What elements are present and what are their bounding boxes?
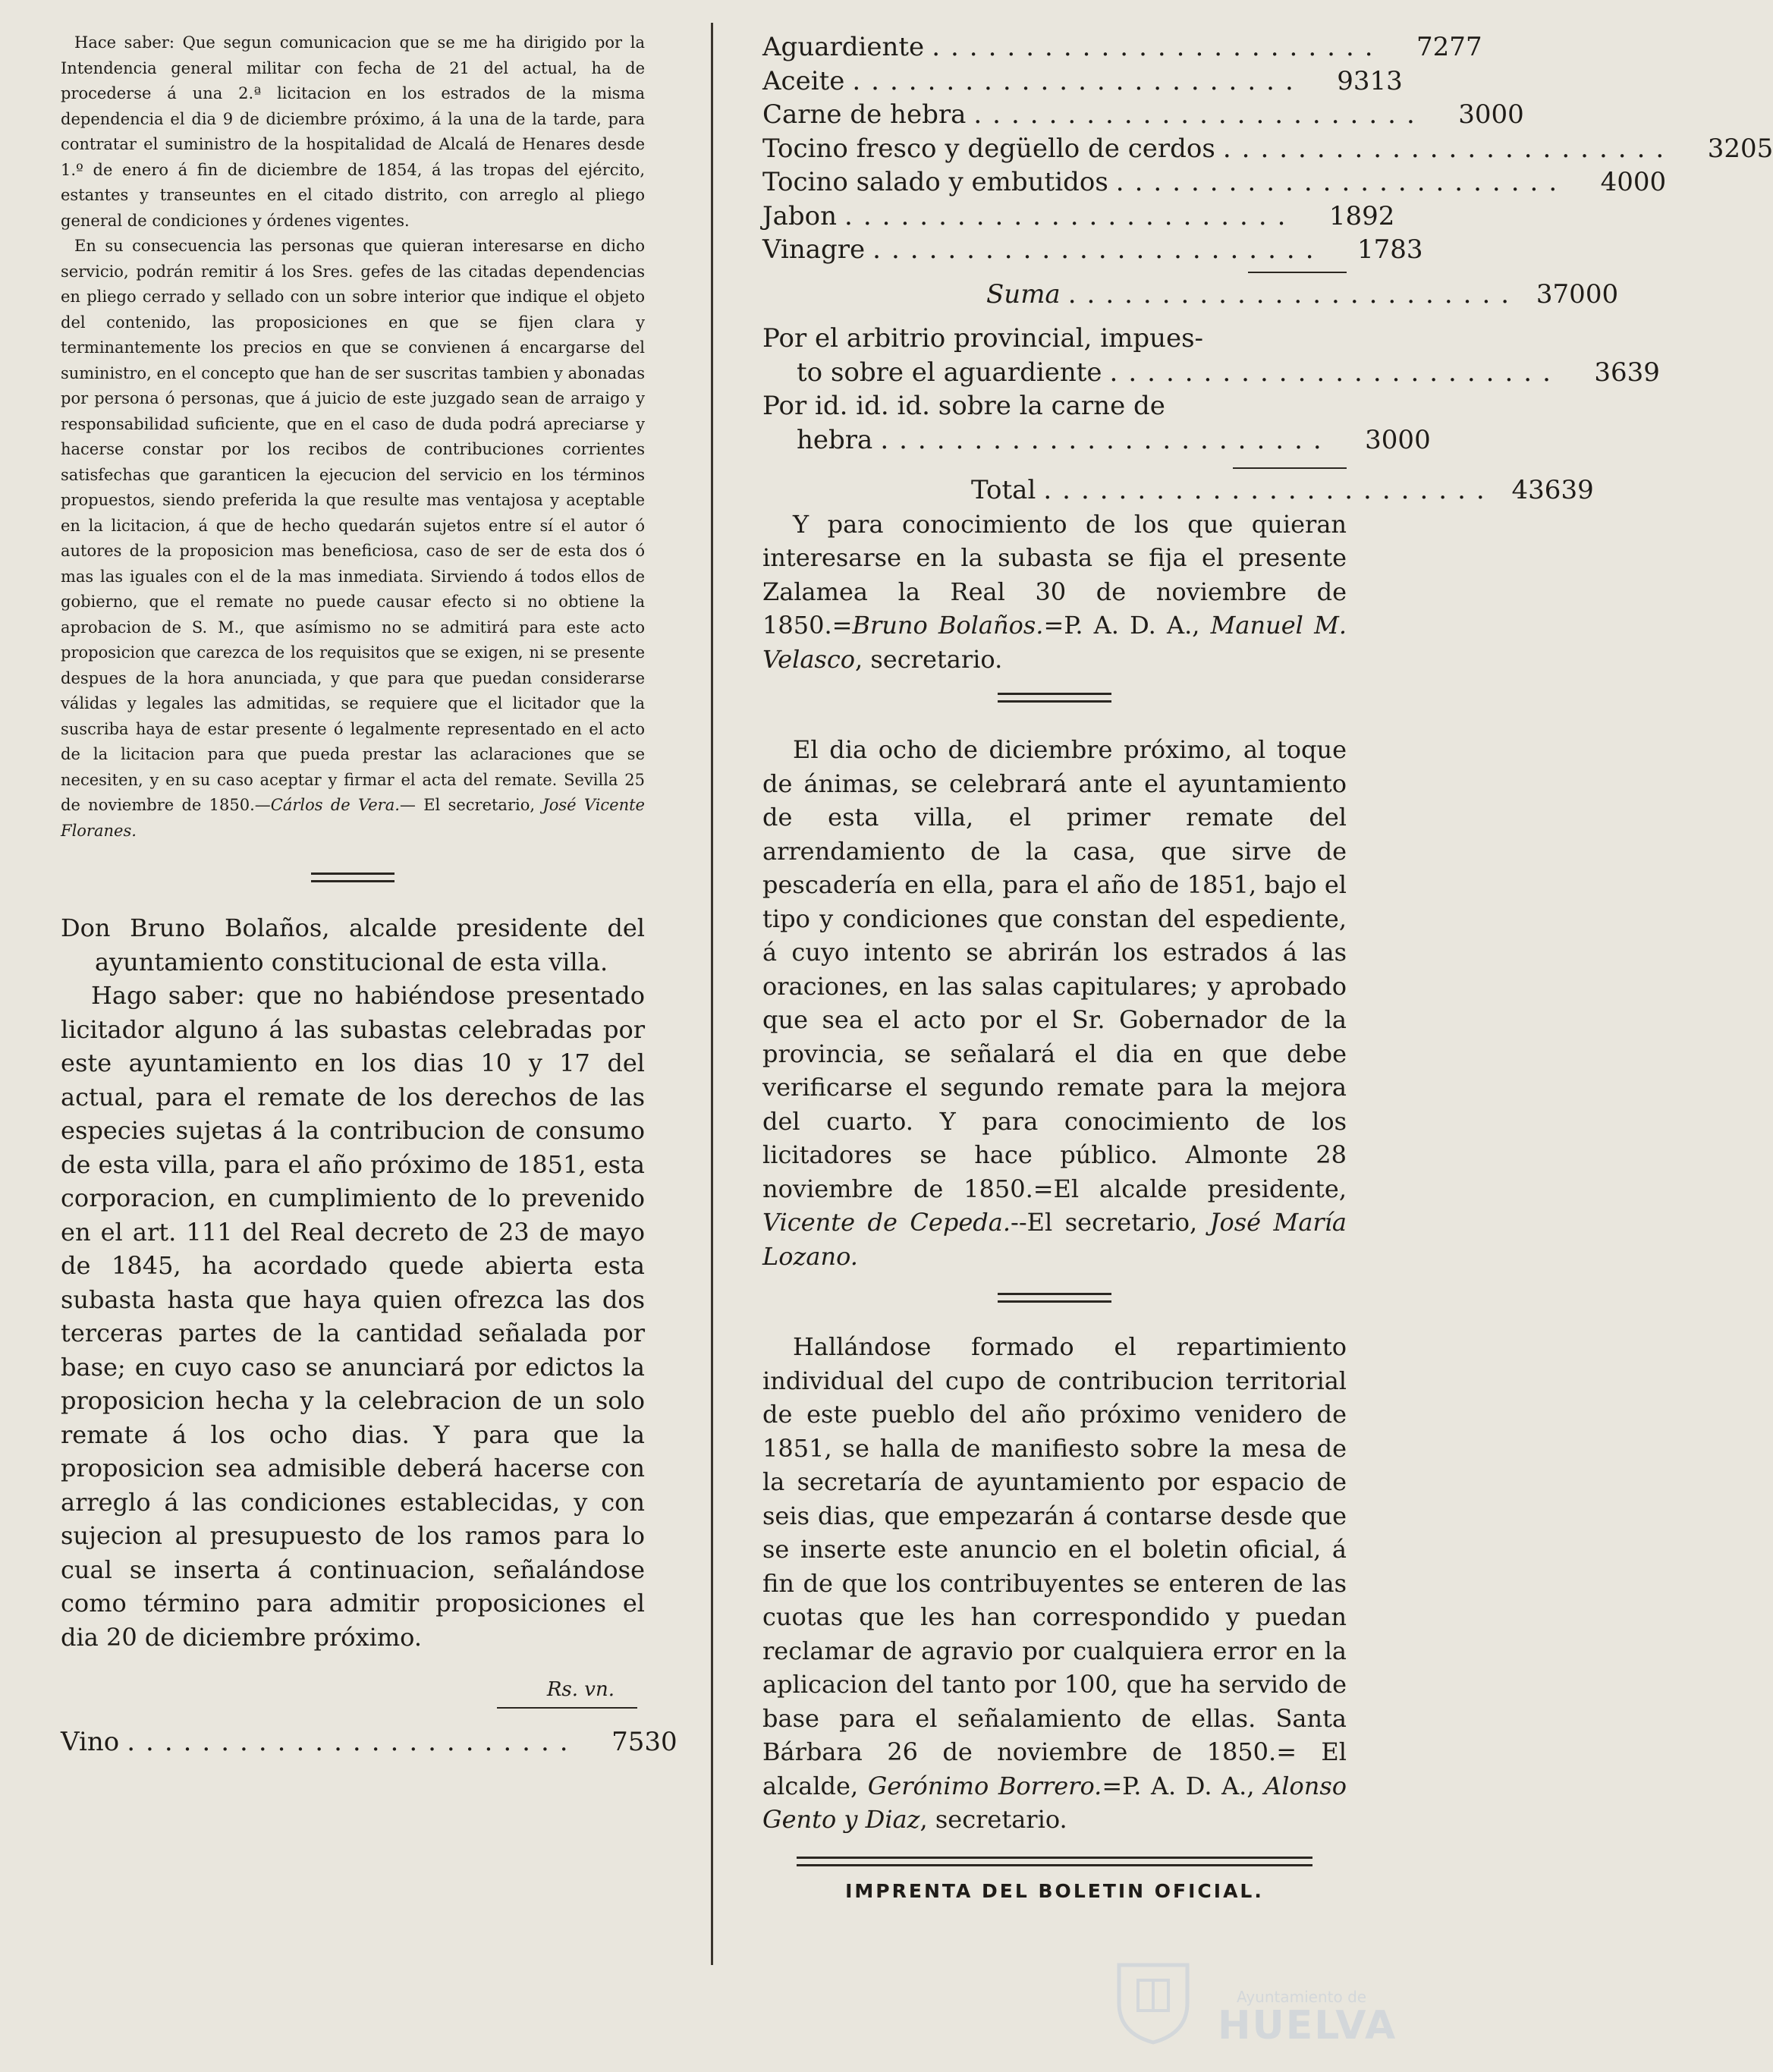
budget-item-amount: 7530 [611,1727,677,1757]
printer-imprint: IMPRENTA DEL BOLETIN OFICIAL. [845,1879,1264,1902]
budget-item-label: Tocino fresco y degüello de cerdos [762,133,1215,164]
budget-item-amount: 3205 [1707,133,1773,164]
signature-role: , secretario. [855,644,1003,674]
budget-row [762,98,1524,132]
budget-row [762,423,1431,457]
budget-item-amount: 1892 [1328,200,1395,231]
notice-paragraph-text: El dia ocho de diciembre próximo, al toque de ánimas, se celebrará ante el ayuntamiento de esta villa, el primer remate del arrendamiento de la casa, que sirve de pescadería en ella, para el año de 1851, bajo el tipo y condiciones que constan del espediente, á cuyo intento se abrirán los estrados á las oraciones, en las salas capitulares; y aprobado que sea el acto por el Sr. Gobernador de la provincia, se señalará el dia en que debe verificarse el segundo remate para la mejora del cuarto. Y para conocimiento de los licitadores se hace público. Almonte 28 noviembre de 1850.=El alcalde presidente, [762,735,1347,1203]
notice-closing [762,508,1347,677]
dot-leader: ........................ [1222,133,1675,164]
notice-paragraph: En su consecuencia las personas que quieran interesarse en dicho servicio, podrán remitir á los Sres. gefes de las citadas dependencias en pliego cerrado y sellado con un sobre interior que indique el objeto del contenido, las proposiciones en que se fijen clara y terminantemente los precios en que se convienen á encargarse del suministro, en el concepto que han de ser suscritas tambien y abonadas por persona ó personas, que á juicio de este juzgado sean de arraigo y responsabilidad suficiente, que en el caso de duda podrá apreciarse y hacerse constar por los recibos de contribuciones corrientes satisfechas que garanticen la ejecucion del servicio en los términos propuestos, siendo preferida la que resulte mas ventajosa y aceptable en la licitacion, á que de hecho quedarán sujetos entre sí el autor ó autores de la proposicion mas beneficiosa, caso de ser de esta dos ó mas las iguales con el de la mas inmediata. Sirviendo á todos ellos de gobierno, que el remate no puede causar efecto si no obtiene la aprobacion de S. M., que asímismo no se admitirá para este acto proposicion que carezca de los requisitos que se exigen, ni se presente despues de la hora anunciada, y que para que puedan considerarse válidas y legales las admitidas, se requiere que el licitador que la suscriba haya de estar presente ó legalmente representado en el acto de la licitacion para que pueda prestar las aclaraciones que se necesiten, y en su caso aceptar y firmar el acta del remate. Sevilla 25 de noviembre de 1850.—Cárlos de Vera.— El secretario, José Vicente Floranes. [61,237,645,840]
budget-item-label: Aguardiente [762,32,925,62]
dot-leader: ........................ [872,234,1325,265]
signature: José María Lozano. [762,1208,1347,1271]
budget-item-label: Tocino salado y embutidos [762,167,1108,197]
budget-row [762,356,1660,390]
watermark-caption: Ayuntamiento de [1237,1988,1367,2006]
budget-table-start [61,1725,677,1759]
signature-role: --El secretario, [1011,1208,1210,1237]
watermark-title: HUELVA [1218,2003,1397,2048]
notice-paragraph-text: Hallándose formado el repartimiento individual del cupo de contribucion territorial de este pueblo del año próximo venidero de 1851, se halla de manifiesto sobre la mesa de la secretaría de ayuntamiento por espacio de seis dias, que empezarán á contarse desde que se inserte este anuncio en el boletin oficial, á fin de que los contribuyentes se enteren de las cuotas que les han correspondido y puedan reclamar de agravio por cualquiera error en la aplicacion del tanto por 100, que ha servido de base para el señalamiento de ellas. Santa Bárbara 26 de noviembre de 1850.= El alcalde, [762,1332,1347,1800]
budget-row [61,1725,677,1759]
dot-leader: ........................ [852,65,1304,96]
dot-leader: ........................ [932,32,1384,62]
budget-item-label: to sobre el aguardiente [797,357,1102,388]
signature-role: =P. A. D. A., [1043,611,1211,640]
budget-row [762,233,1423,267]
notice-paragraph [762,1330,1347,1837]
signature-role: =P. A. D. A., [1102,1771,1265,1800]
notice-fish-market [762,733,1347,1273]
dot-leader: ........................ [973,99,1426,130]
notice-paragraph-text: Y para conocimiento de los que quieran interesarse en la subasta se fija el presente Zalamea la Real 30 de noviembre de 1850.= [762,509,1347,640]
units-rule [497,1707,637,1709]
budget-row [762,389,1347,423]
section-divider [998,1293,1111,1303]
dot-leader: ........................ [1109,357,1561,388]
budget-row [762,30,1482,64]
signature: Cárlos de Vera. [270,796,400,814]
archive-watermark [1104,1957,1397,2048]
left-column [61,30,677,1759]
signature: José Vicente Floranes. [61,796,645,840]
section-divider [998,693,1111,703]
notice-heading: Don Bruno Bolaños, alcalde presidente del ayuntamiento constitucional de esta villa. [61,913,645,976]
budget-item-label: Vino [61,1727,120,1757]
budget-item-label: hebra [797,424,873,455]
total-label: Total [971,475,1036,505]
dot-leader: ........................ [127,1727,579,1757]
budget-item-label: Jabon [762,200,838,231]
budget-item-amount: 4000 [1600,167,1667,197]
notice-territorial-tax [762,1330,1347,1837]
dot-leader: ........................ [844,200,1297,231]
budget-item-label: Aceite [762,65,845,96]
budget-item-amount: 7277 [1416,32,1482,62]
units-label: Rs. vn. [546,1678,615,1701]
budget-item-label: Carne de hebra [762,99,967,130]
dot-leader: ........................ [880,424,1332,455]
notice-paragraph: Hace saber: Que segun comunicacion que se me ha dirigido por la Intendencia general militar con fecha de 21 del actual, ha de procederse á una 2.ª licitacion en los estrados de la misma dependencia el dia 9 de diciembre próximo, á la una de la tarde, para contratar el suministro de la hospitalidad de Alcalá de Henares desde 1.º de enero á fin de diciembre de 1854, á las tropas del ejército, estantes y transeuntes en el citado distrito, con arreglo al pliego general de condiciones y órdenes vigentes. [61,33,645,230]
budget-row [762,132,1773,166]
dot-leader: ........................ [1115,167,1568,197]
budget-item-label: Vinagre [762,234,866,265]
signature: Alonso Gento y Diaz [762,1771,1347,1834]
footer-rule [797,1857,1312,1866]
dot-leader: ........................ [1067,278,1520,310]
budget-item-amount: 1783 [1357,234,1423,265]
column-divider [711,23,713,1965]
budget-subtotal-row [762,278,1619,312]
total-amount: 43639 [1511,475,1594,505]
budget-item-amount: 3000 [1458,99,1524,130]
notice-consumption-tax [61,911,645,1654]
signature: Manuel M. Velasco [762,611,1347,674]
signature-role: , secretario. [920,1805,1067,1834]
signature: Vicente de Cepeda. [762,1208,1011,1237]
budget-table [762,30,1773,508]
budget-item-amount: 3000 [1365,424,1431,455]
budget-item-label: Por id. id. id. sobre la carne de [762,391,1165,421]
notice-paragraph: Hago saber: que no habiéndose presentado licitador alguno á las subastas celebradas por este ayuntamiento en los dias 10 y 17 del actual, para el remate de los derechos de las especies sujetas á la contribucion de consumo de esta villa, para el año próximo de 1851, esta corporacion, en cumplimiento de lo prevenido en el art. 111 del Real decreto de 23 de mayo de 1845, ha acordado quede abierta esta subasta hasta que haya quien ofrezca las dos terceras partes de la cantidad señalada por base; en cuyo caso se anunciará por edictos la proposicion hecha y la celebracion de un solo remate á los ocho dias. Y para que la proposicion sea admisible deberá hacerse con arreglo á las condiciones establecidas, y con sujecion al presupuesto de los ramos para lo cual se inserta á continuacion, señalándose como término para admitir proposiciones el dia 20 de diciembre próximo. [61,981,645,1652]
notice-paragraph-text: En su consecuencia las personas que quieran interesarse en dicho servicio, podrán remitir á los Sres. gefes de las citadas dependencias en pliego cerrado y sellado con un sobre interior que indique el objeto del contenido, las proposiciones en que se fijen clara y terminantemente los precios en que se convienen á encargarse del suministro, en el concepto que han de ser suscritas tambien y abonadas por persona ó personas, que á juicio de este juzgado sean de arraigo y responsabilidad suficiente, que en el caso de duda podrá apreciarse y hacerse constar por los recibos de contribuciones corrientes satisfechas que garanticen la ejecucion del servicio en los términos propuestos, siendo preferida la que resulte mas ventajosa y aceptable en la licitacion, á que de hecho quedarán sujetos entre sí el autor ó autores de la proposicion mas beneficiosa, caso de ser de esta dos ó mas las iguales con el de la mas inmediata. Sirviendo á todos ellos de gobierno, que el remate no puede causar efecto si no obtiene la aprobacion de S. M., que asímismo no se admitirá para este acto proposicion que carezca de los requisitos que se exigen, ni se presente despues de la hora anunciada, y que para que puedan considerarse válidas y legales las admitidas, se requiere que el licitador que la suscriba haya de estar presente ó legalmente representado en el acto de la licitacion para que pueda prestar las aclaraciones que se necesiten, y en su caso aceptar y firmar el acta del remate. Sevilla 25 de noviembre de 1850. [61,237,645,814]
notice-military-supply [61,30,645,844]
budget-row [762,165,1667,200]
notice-paragraph [762,508,1347,677]
coat-of-arms-icon [1104,1957,1202,2045]
dot-leader: ........................ [1043,475,1495,505]
budget-item-amount: 3639 [1594,357,1660,388]
signature: Gerónimo Borrero. [867,1771,1102,1800]
subtotal-amount: 37000 [1536,278,1619,310]
signature-role: El secretario, [423,796,543,814]
budget-item-amount: 9313 [1337,65,1403,96]
sum-rule [1248,272,1347,273]
budget-row [762,322,1347,356]
notice-paragraph [762,733,1347,1273]
right-column [762,30,1773,1902]
budget-row [762,64,1403,99]
signature: Bruno Bolaños. [852,611,1044,640]
subtotal-label: Suma [986,278,1061,310]
total-rule [1233,467,1347,469]
budget-item-label: Por el arbitrio provincial, impues- [762,323,1204,354]
budget-total-row [762,473,1594,508]
budget-row [762,200,1395,234]
section-divider [311,873,395,882]
